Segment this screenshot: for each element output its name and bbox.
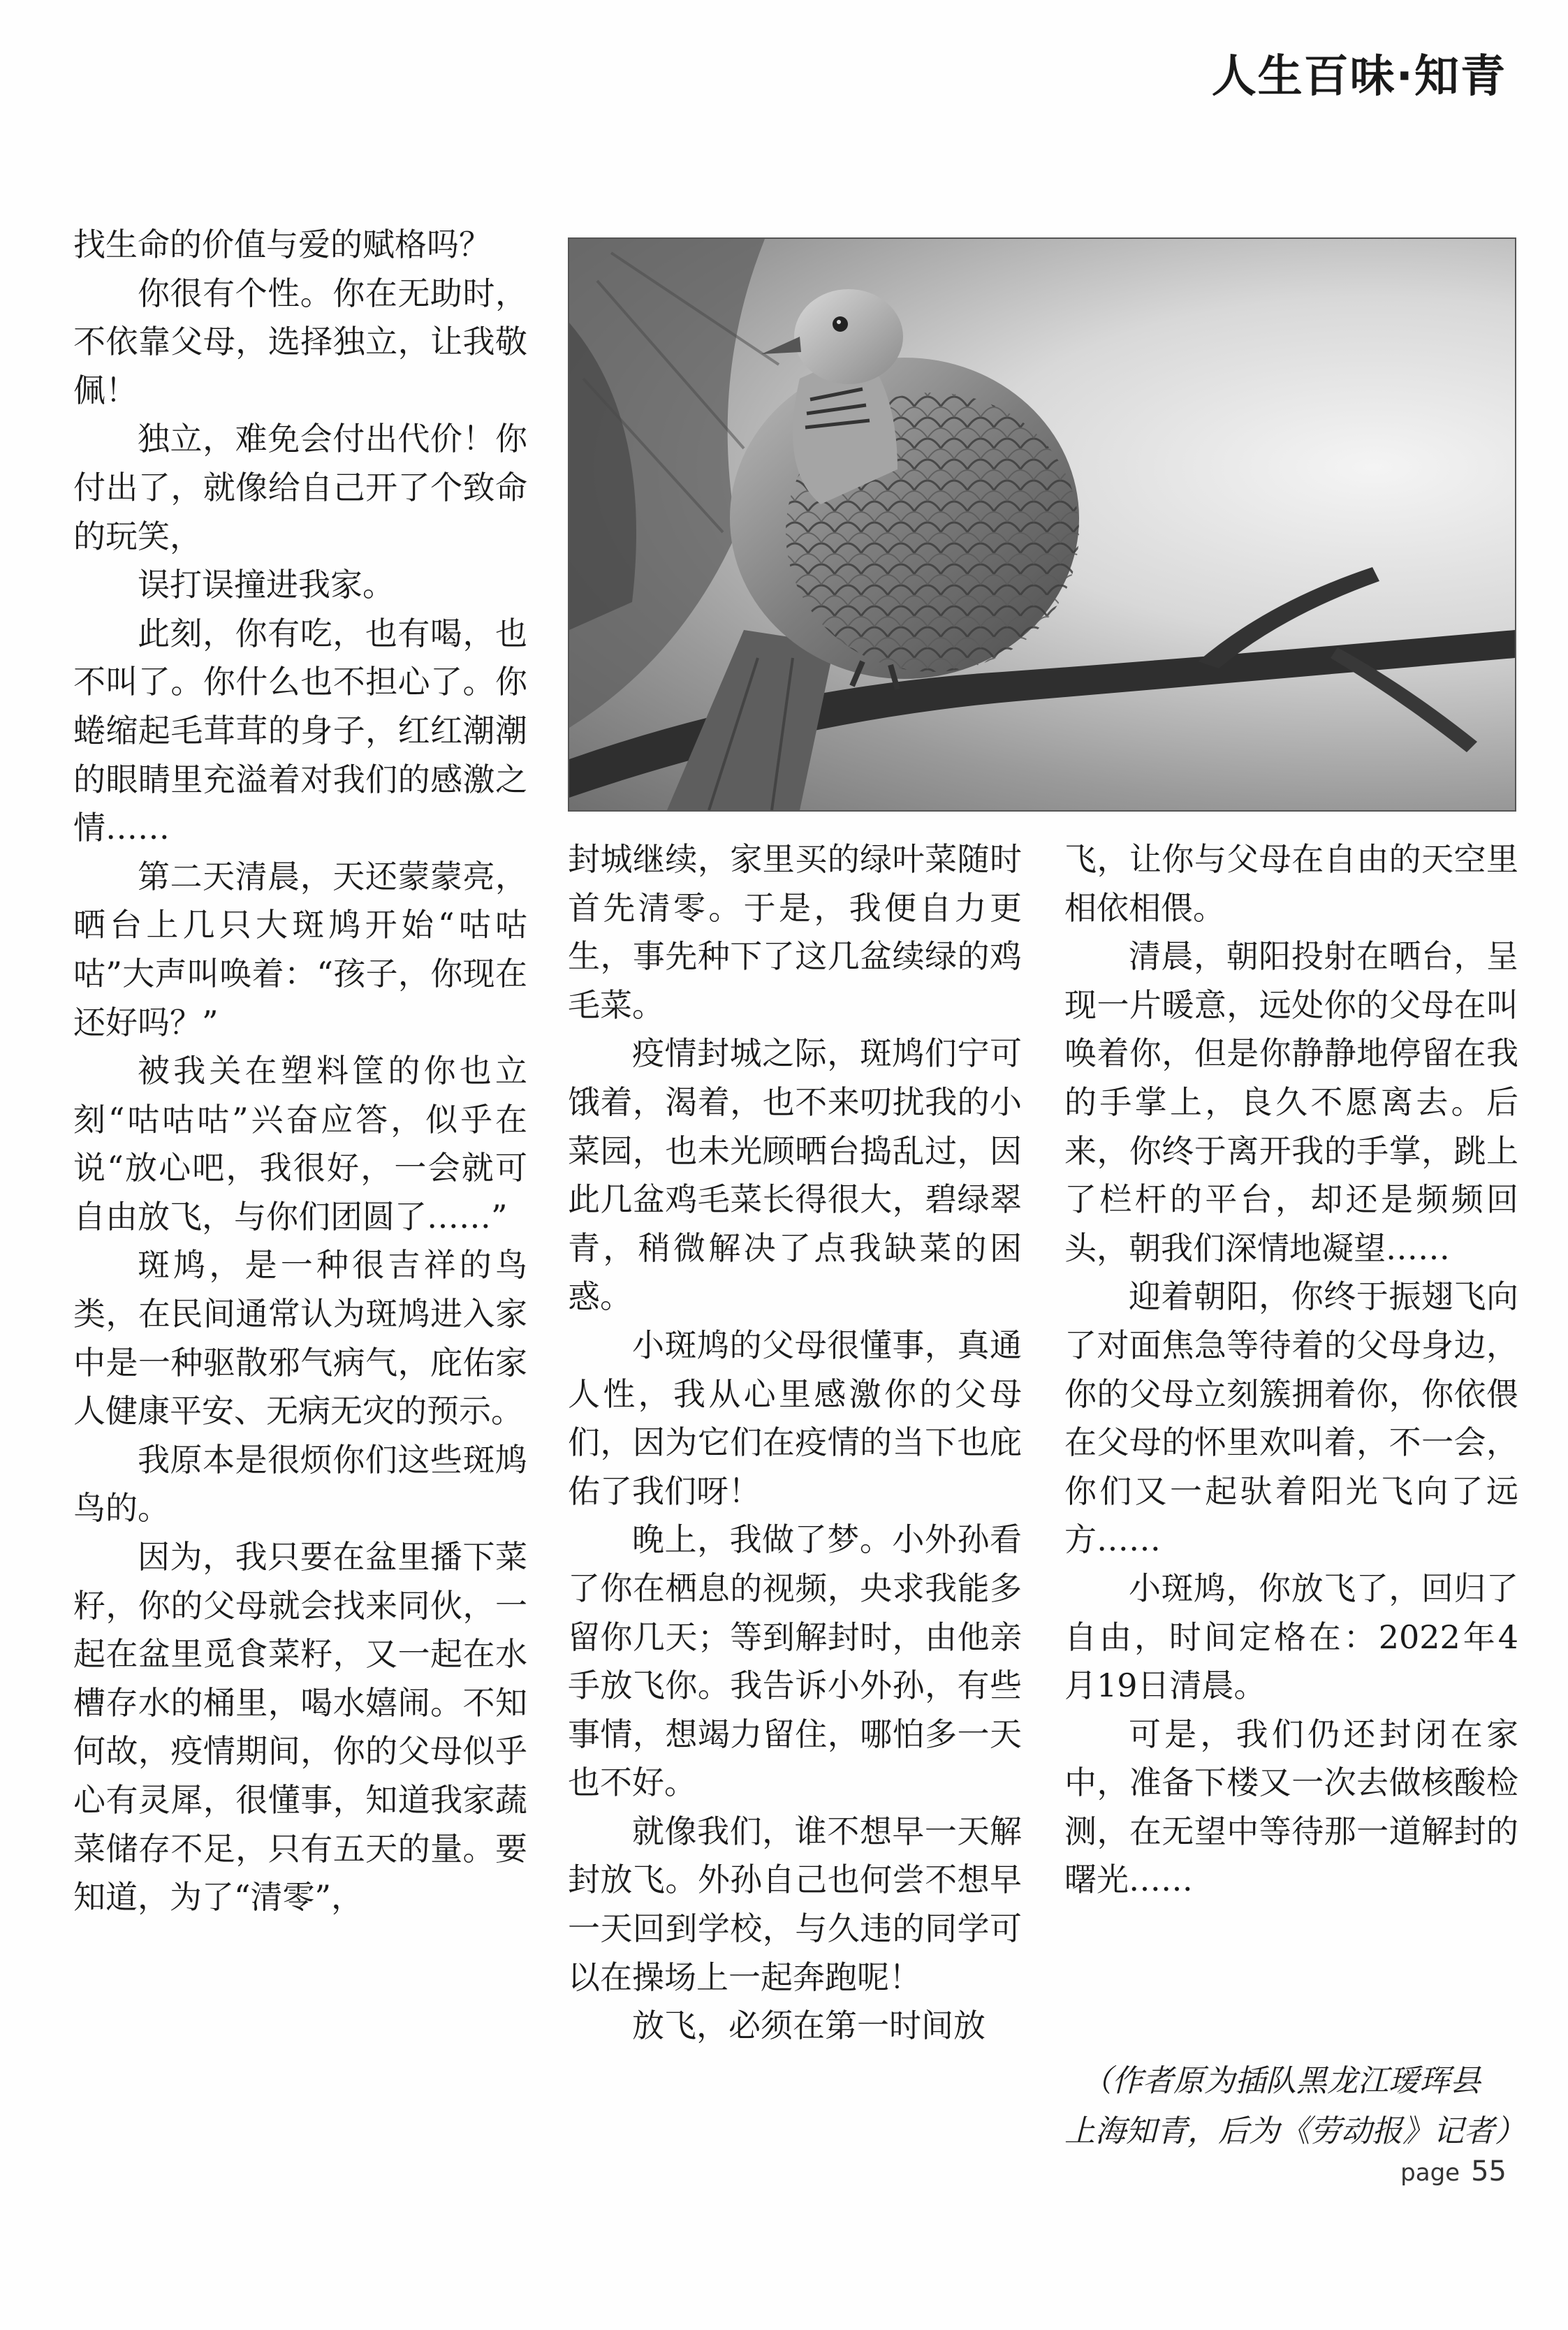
paragraph: 疫情封城之际，斑鸠们宁可饿着，渴着，也不来叨扰我的小菜园，也未光顾晒台捣乱过，因此几盆鸡毛菜长得很大，碧绿翠青，稍微解决了点我缺菜的困惑。	[568, 1034, 1022, 1316]
page-footer	[1400, 2155, 1507, 2188]
paragraph: 迎着朝阳，你终于振翅飞向了对面焦急等待着的父母身边，你的父母立刻簇拥着你，你依偎在父母的怀里欢叫着，不一会，你们又一起驮着阳光飞向了远方……	[1064, 1277, 1518, 1559]
paragraph: 因为，我只要在盆里播下菜籽，你的父母就会找来同伙，一起在盆里觅食菜籽，又一起在水槽存水的桶里，喝水嬉闹。不知何故，疫情期间，你的父母似乎心有灵犀，很懂事，知道我家蔬菜储存不足，只有五天的量。要知道，为了“清零”，	[73, 1538, 527, 1917]
turtle-dove-photo	[568, 237, 1516, 812]
paragraph: 被我关在塑料筐的你也立刻“咕咕咕”兴奋应答，似乎在说“放心吧，我很好，一会就可自由放飞，与你们团圆了……”	[73, 1052, 527, 1236]
text-column-2	[568, 835, 1022, 2051]
paragraph: 你很有个性。你在无助时，不依靠父母，选择独立，让我敬佩！	[73, 274, 527, 409]
text-column-3	[1064, 835, 1518, 1905]
paragraph: 找生命的价值与爱的赋格吗？	[73, 226, 491, 263]
paragraph: 就像我们，谁不想早一天解封放飞。外孙自己也何尝不想早一天回到学校，与久违的同学可以在操场上一起奔跑呢！	[568, 1812, 1022, 1996]
paragraph: 斑鸠，是一种很吉祥的鸟类，在民间通常认为斑鸠进入家中是一种驱散邪气病气，庇佑家人健康平安、无病无灾的预示。	[73, 1246, 527, 1430]
paragraph: 封城继续，家里买的绿叶菜随时首先清零。于是，我便自力更生，事先种下了这几盆续绿的鸡毛菜。	[568, 840, 1022, 1024]
paragraph: 可是，我们仍还封闭在家中，准备下楼又一次去做核酸检测，在无望中等待那一道解封的曙光……	[1064, 1715, 1518, 1899]
author-note	[1064, 2056, 1525, 2157]
text-column-1	[73, 221, 527, 1922]
paragraph: 此刻，你有吃，也有喝，也不叫了。你什么也不担心了。你蜷缩起毛茸茸的身子，红红潮潮的眼睛里充溢着对我们的感激之情……	[73, 614, 527, 847]
page-number: 55	[1471, 2155, 1507, 2188]
paragraph: 飞，让你与父母在自由的天空里相依相偎。	[1064, 840, 1518, 927]
author-note-line-2: 上海知青，后为《劳动报》记者）	[1064, 2113, 1525, 2149]
paragraph: 误打误撞进我家。	[138, 566, 395, 604]
paragraph: 第二天清晨，天还蒙蒙亮，晒台上几只大斑鸠开始“咕咕咕”大声叫唤着：“孩子，你现在还好吗？”	[73, 857, 527, 1041]
paragraph: 我原本是很烦你们这些斑鸠鸟的。	[73, 1440, 527, 1527]
author-note-line-1: （作者原为插队黑龙江瑷珲县	[1081, 2063, 1481, 2099]
paragraph: 清晨，朝阳投射在晒台，呈现一片暖意，远处你的父母在叫唤着你，但是你静静地停留在我的手掌上，良久不愿离去。后来，你终于离开我的手掌，跳上了栏杆的平台，却还是频频回头，朝我们深情地凝望……	[1064, 937, 1518, 1267]
paragraph: 放飞，必须在第一时间放	[632, 2007, 986, 2045]
paragraph: 小斑鸠，你放飞了，回归了自由，时间定格在：2022年4月19日清晨。	[1064, 1569, 1518, 1705]
paragraph: 小斑鸠的父母很懂事，真通人性，我从心里感激你的父母们，因为它们在疫情的当下也庇佑了我们呀！	[568, 1326, 1022, 1510]
paragraph: 晚上，我做了梦。小外孙看了你在栖息的视频，央求我能多留你几天；等到解封时，由他亲手放飞你。我告诉小外孙，有些事情，想竭力留住，哪怕多一天也不好。	[568, 1521, 1022, 1802]
section-header: 人生百味·知青	[1211, 51, 1507, 103]
paragraph: 独立，难免会付出代价！你付出了，就像给自己开了个致命的玩笑，	[73, 420, 527, 555]
page-label: page	[1400, 2159, 1460, 2187]
